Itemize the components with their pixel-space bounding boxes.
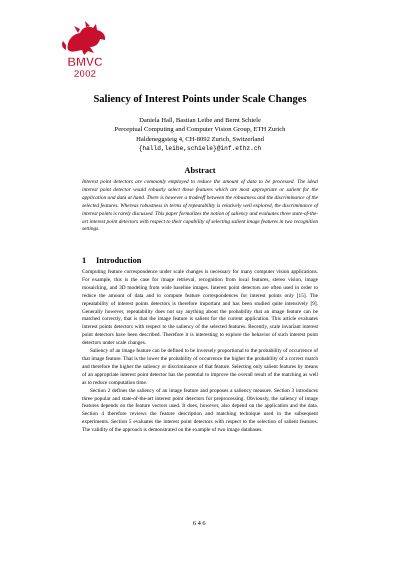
abstract-text: Interest point detectors are commonly employed to reduce the amount of data to be processed. The ideal interest point detector would robustly select those features which are most appropriate or salient for the application and data at hand. There is however a tradeoff between the robustness and the discriminance of the selected features. Whereas robustness in terms of repeatability is relatively well explored, the discriminance of interest points is rarely discussed. This paper formalizes the notion of saliency and evaluates three state-of-the-art interest point detectors with respect to their capability of selecting salient image features in two recognition settings.	[82, 179, 318, 233]
body-paragraph: Section 2 defines the saliency of an image feature and proposes a saliency measure. Section 3 introduces three popular and state-of-the-art interest point detectors for preprocessing. Obviously, the saliency of image features depends on the feature vectors used. It does, however, also depend on the application and the data. Section 4 therefore reviews the feature description and matching technique used in the subsequent experiments. Section 5 evaluates the interest point detectors with respect to the selection of salient features. The validity of the approach is demonstrated on the example of two image databases.	[82, 387, 318, 434]
section-heading	[82, 255, 322, 266]
svg-text:2002: 2002	[73, 69, 97, 80]
abstract-heading: Abstract	[184, 166, 216, 175]
section-number: 1	[82, 256, 87, 265]
paper-title: Saliency of Interest Points under Scale Changes	[93, 94, 307, 105]
body-paragraph: Saliency of an image feature can be defined to be inversely proportional to the probability of occurrence of that image feature. That is the lower the probability of occurrence the higher the probability of a correct match and therefore the higher the saliency or discriminance of that feature. Selecting only salient features by means of an appropriate interest point detector has the potential to improve the overall result of the matching as well as to reduce computation time.	[82, 348, 318, 386]
author-block	[40, 116, 360, 154]
page-number: 646	[192, 520, 208, 527]
author-affiliation: Perceptual Computing and Computer Vision Group, ETH Zurich	[114, 126, 286, 134]
section-body	[82, 269, 318, 435]
author-names: Daniela Hall, Bastian Leibe and Bernt Schiele	[139, 117, 261, 124]
section-title: Introduction	[96, 256, 142, 265]
body-paragraph: Computing feature correspondence under scale changes is necessary for many computer vision applications. For example, this is the case for image retrieval, recognition from local features, stereo vision, image mosaicking, and 3D modeling from wide baseline images. Interest point detectors are often used in order to reduce the amount of data and to compute feature correspondences for interest points only [15]. The repeatability of interest points detectors is therefore important and has been studied quite intensively [9]. Generally however, repeatability does not say anything about the probability that an image feature can be matched correctly, that is that the image feature is salient for the current application. This article evaluates interest points detectors with respect to the saliency of the selected features. Recently, scale invariant interest point detectors have been described. Therefore it is interesting to explore the behavior of such interest point detectors under scale changes.	[82, 269, 318, 347]
author-email: {halld,leibe,schiele}@inf.ethz.ch	[138, 145, 262, 153]
svg-text:BMVC: BMVC	[67, 55, 103, 69]
author-address: Haldeneggsteig 4, CH-8092 Zurich, Switzerland	[136, 135, 264, 143]
bmvc-dragon-logo-icon	[60, 20, 110, 80]
